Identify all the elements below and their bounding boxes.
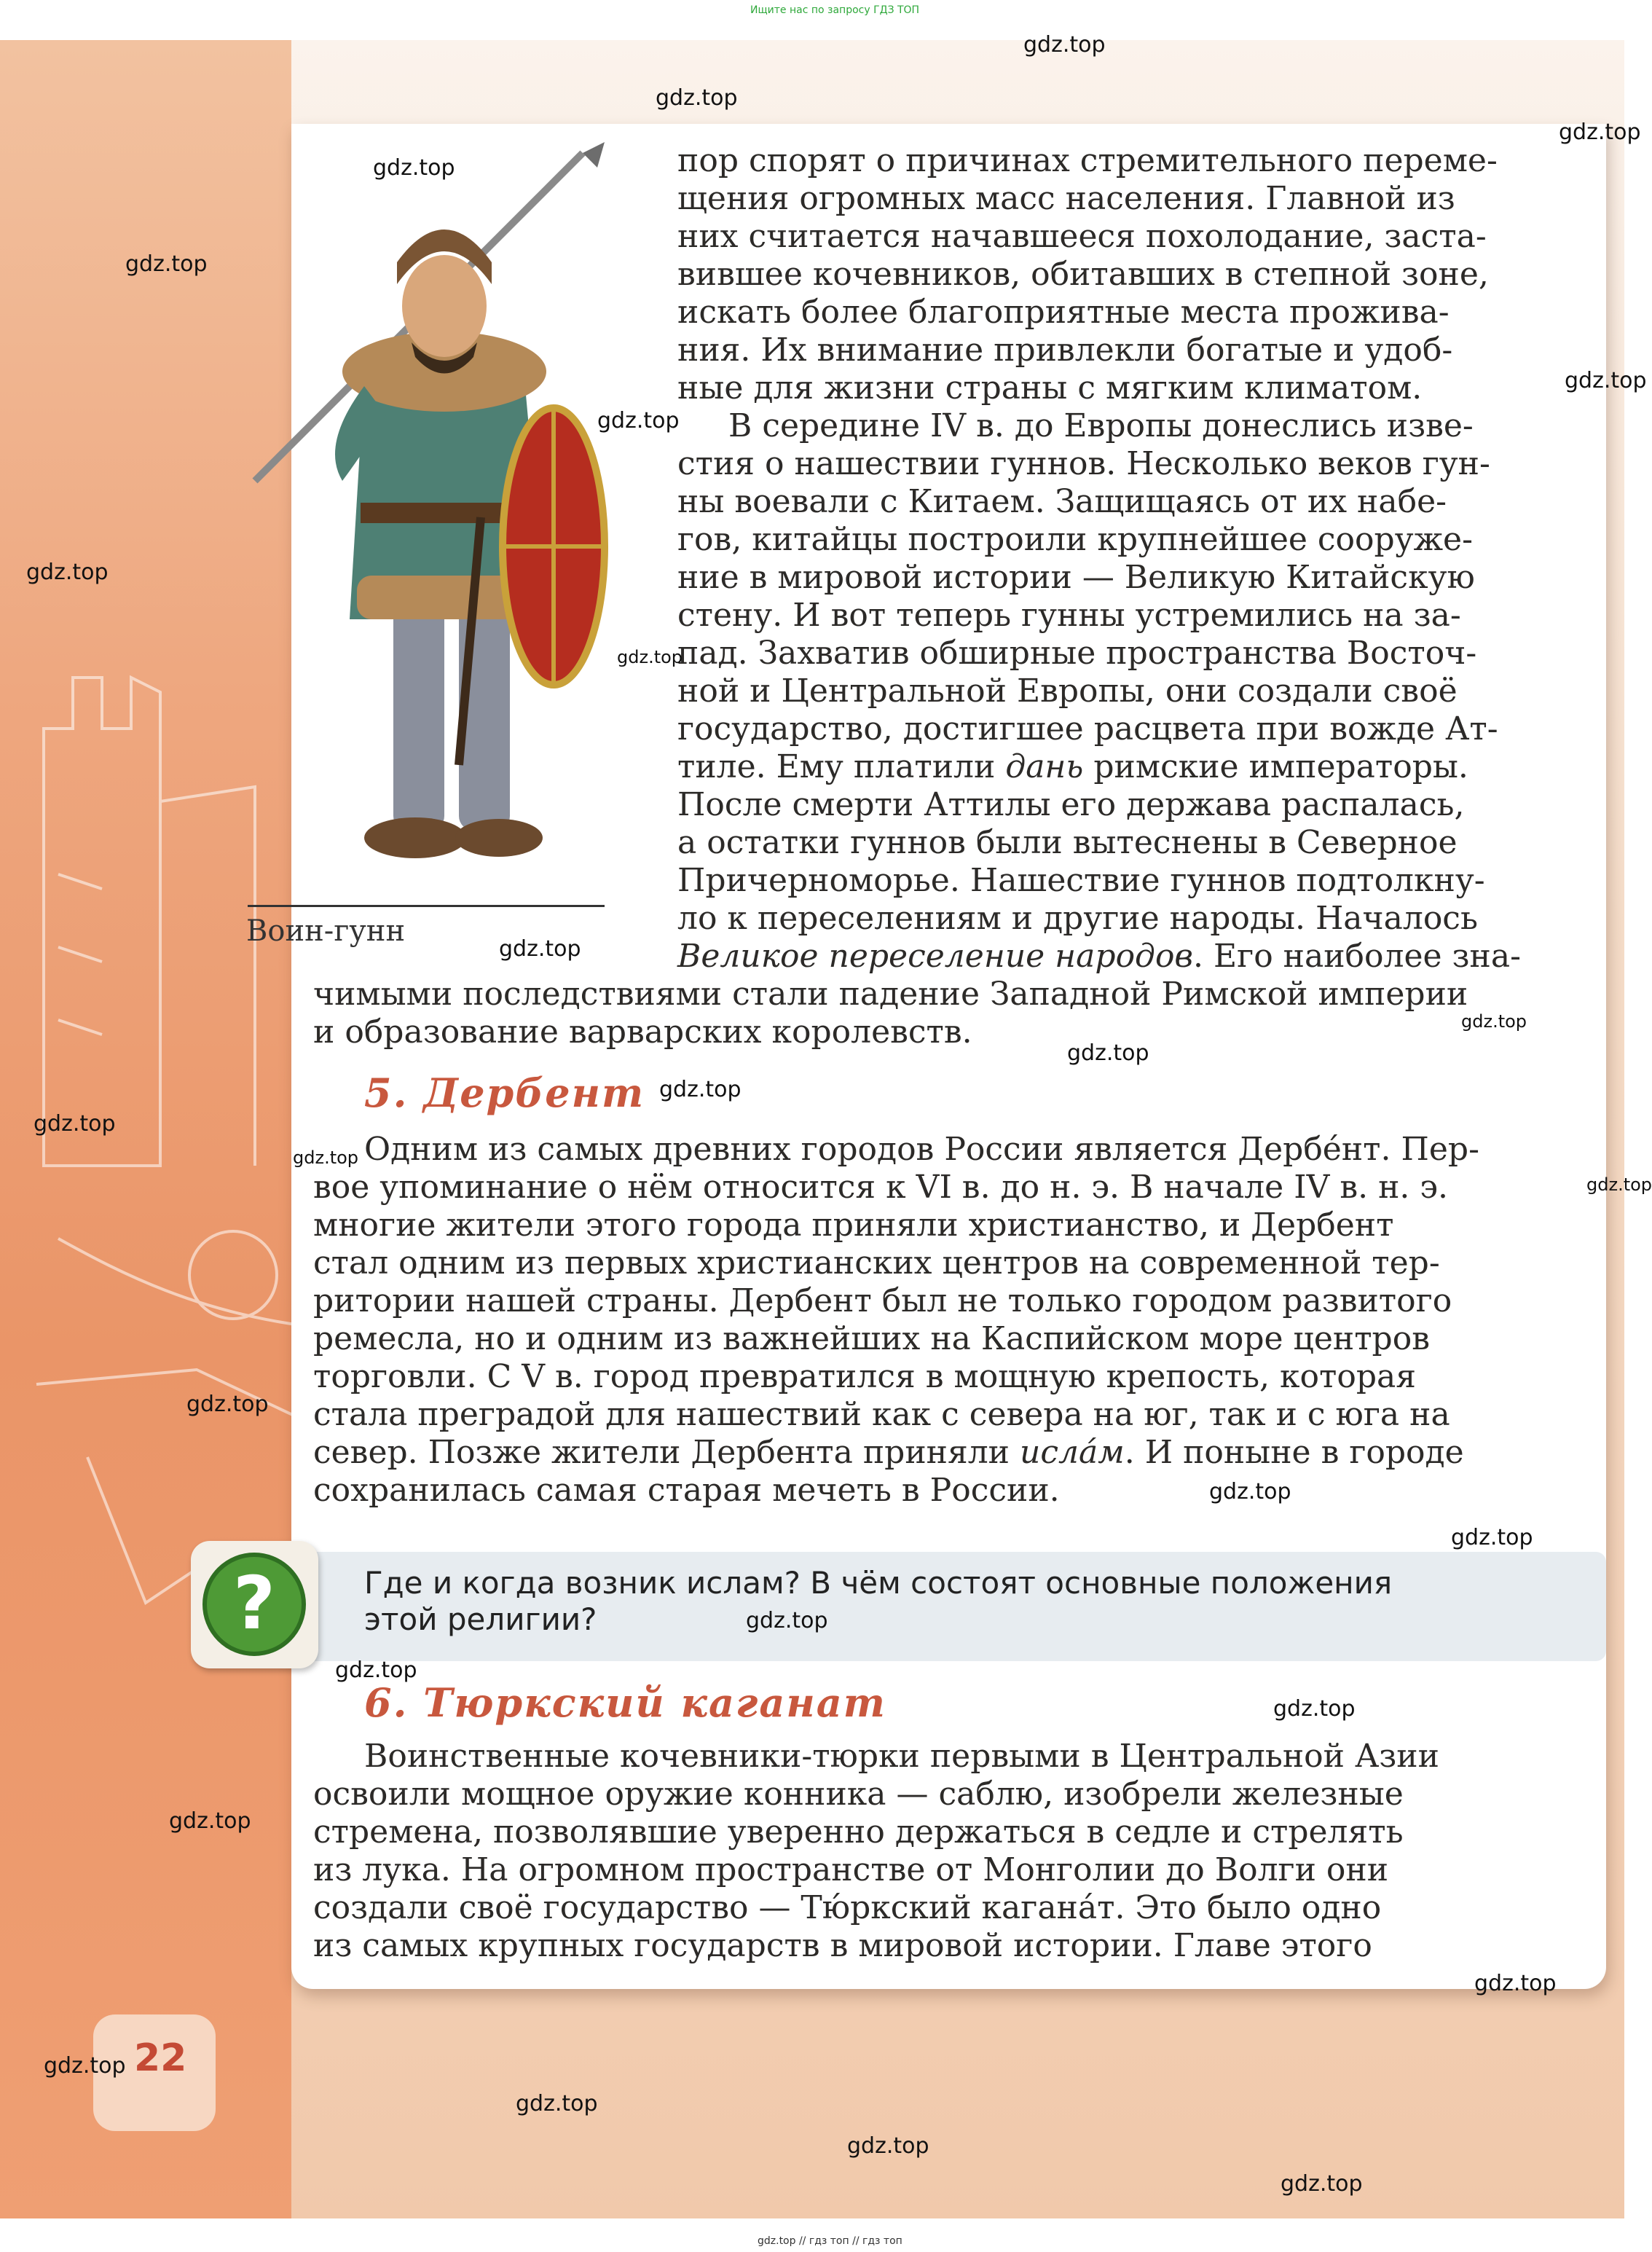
text-line: освоили мощное оружие конника — саблю, изобрели железные [313, 1776, 1404, 1813]
watermark: gdz.top [293, 1147, 359, 1168]
term-islam: исла́м [1020, 1434, 1125, 1471]
text-line: чимыми последствиями стали падение Западной Римской империи [313, 976, 1468, 1013]
caption-rule [248, 905, 605, 907]
watermark: gdz.top [1273, 1696, 1356, 1722]
watermark: gdz.top [34, 1111, 116, 1137]
text-line: ние в мировой истории — Великую Китайскую [677, 559, 1475, 596]
question-mark-icon [191, 1541, 318, 1668]
term-great-migration: Великое переселение народов [677, 938, 1194, 975]
intro-paragraph [677, 142, 1595, 407]
watermark: gdz.top [44, 2053, 126, 2079]
text-line: стал одним из первых христианских центров на современной тер- [313, 1244, 1440, 1282]
text-fragment: римские императоры. [1083, 748, 1468, 785]
text-line: государство, достигшее расцвета при вожде Ат- [677, 710, 1498, 748]
watermark: gdz.top [1451, 1525, 1533, 1550]
text-line: В середине IV в. до Европы донеслись изве- [728, 407, 1474, 444]
watermark: gdz.top [1474, 1971, 1557, 1996]
question-text [364, 1565, 1559, 1638]
hun-warrior-illustration [240, 138, 648, 896]
text-line: вое упоминание о нём относится к VI в. до н. э. В начале IV в. н. э. [313, 1169, 1449, 1206]
text-line [677, 938, 1595, 976]
question-line: этой религии? [364, 1601, 597, 1637]
question-icon-box [191, 1541, 318, 1668]
text-line: искать более благоприятные места прожива- [677, 294, 1450, 331]
text-line: гов, китайцы построили крупнейшее сооруже- [677, 521, 1473, 558]
text-fragment: . Его наиболее зна- [1193, 938, 1521, 975]
watermark: gdz.top [499, 936, 581, 962]
text-line: После смерти Аттилы его держава распалась, [677, 786, 1465, 823]
watermark: gdz.top [617, 647, 683, 667]
watermark: gdz.top [335, 1657, 417, 1683]
watermark: gdz.top [597, 408, 680, 433]
section-6-heading: 6. Тюркский каганат [364, 1679, 886, 1726]
section-6-paragraph [313, 1738, 1595, 1965]
text-line: щения огромных масс населения. Главной из [677, 180, 1455, 217]
section-5-paragraph [313, 1131, 1595, 1510]
watermark: gdz.top [659, 1077, 742, 1102]
section-5-heading: 5. Дербент [364, 1070, 645, 1116]
watermark: gdz.top [1586, 1174, 1652, 1195]
text-line: торговли. С V в. город превратился в мощную крепость, которая [313, 1358, 1417, 1395]
text-line: ны воевали с Китаем. Защищаясь от их набе- [677, 483, 1447, 520]
text-line: Причерноморье. Нашествие гуннов подтолкну- [677, 862, 1485, 899]
huns-paragraph-tail [313, 976, 1595, 1051]
text-line: вившее кочевников, обитавших в степной зоне, [677, 256, 1489, 293]
text-line [313, 1434, 1595, 1472]
text-line: создали своё государство — Тю́ркский кагана́т. Это было одно [313, 1889, 1382, 1926]
text-line: них считается начавшееся похолодание, заста- [677, 218, 1487, 255]
text-fragment: . И поныне в городе [1124, 1434, 1464, 1471]
watermark: gdz.top [1281, 2171, 1363, 2197]
text-line: стала преградой для нашествий как с севера на юг, так и с юга на [313, 1396, 1450, 1433]
text-line: сохранилась самая старая мечеть в России. [313, 1472, 1060, 1509]
watermark: gdz.top [1023, 32, 1106, 58]
text-line: стремена, позволявшие уверенно держаться в седле и стрелять [313, 1813, 1404, 1851]
question-line: Где и когда возник ислам? В чём состоят основные положения [364, 1565, 1393, 1601]
text-line: стия о нашествии гуннов. Несколько веков гун- [677, 445, 1490, 482]
term-tribute: дань [1005, 748, 1084, 785]
text-line: пор спорят о причинах стремительного переме- [677, 142, 1498, 179]
text-line: Воинственные кочевники-тюрки первыми в Центральной Азии [364, 1738, 1439, 1775]
watermark: gdz.top [746, 1608, 828, 1633]
illustration-caption: Воин-гунн [246, 914, 406, 948]
text-line: ной и Центральной Европы, они создали своё [677, 672, 1458, 710]
footer-note: gdz.top // гдз топ // гдз топ [758, 2235, 902, 2247]
watermark: gdz.top [125, 251, 208, 277]
watermark: gdz.top [169, 1808, 251, 1834]
text-line: стену. И вот теперь гунны устремились на за- [677, 597, 1461, 634]
watermark: gdz.top [847, 2133, 929, 2159]
text-line: и образование варварских королевств. [313, 1013, 972, 1051]
watermark: gdz.top [186, 1392, 269, 1417]
watermark: gdz.top [373, 155, 455, 181]
text-line: а остатки гуннов были вытеснены в Северное [677, 824, 1458, 861]
text-line [677, 748, 1595, 786]
text-line: Одним из самых древних городов России является Дербе́нт. Пер- [364, 1131, 1479, 1168]
text-line: пад. Захватив обширные пространства Восточ- [677, 635, 1477, 672]
text-line: ные для жизни страны с мягким климатом. [677, 369, 1423, 407]
watermark: gdz.top [1565, 368, 1647, 393]
text-line: ло к переселениям и другие народы. Началось [677, 900, 1478, 937]
text-line: многие жители этого города приняли христианство, и Дербент [313, 1207, 1394, 1244]
watermark: gdz.top [1209, 1479, 1291, 1504]
watermark: gdz.top [26, 560, 109, 585]
svg-text:?: ? [232, 1561, 276, 1646]
text-fragment: север. Позже жители Дербента приняли [313, 1434, 1010, 1471]
text-fragment: тиле. Ему платили [677, 748, 996, 785]
text-line: ремесла, но и одним из важнейших на Каспийском море центров [313, 1320, 1430, 1357]
header-note: Ищите нас по запросу ГДЗ ТОП [750, 4, 920, 16]
text-line: из самых крупных государств в мировой истории. Главе этого [313, 1927, 1372, 1964]
watermark: gdz.top [1067, 1040, 1149, 1066]
page-number: 22 [134, 2036, 187, 2080]
text-line: ритории нашей страны. Дербент был не только городом развитого [313, 1282, 1452, 1319]
watermark: gdz.top [1461, 1011, 1527, 1032]
text-line: ния. Их внимание привлекли богатые и удоб- [677, 331, 1453, 369]
watermark: gdz.top [656, 85, 738, 111]
huns-paragraph [677, 407, 1595, 976]
watermark: gdz.top [1559, 119, 1641, 145]
watermark: gdz.top [516, 2091, 598, 2116]
text-line: из лука. На огромном пространстве от Монголии до Волги они [313, 1851, 1389, 1888]
